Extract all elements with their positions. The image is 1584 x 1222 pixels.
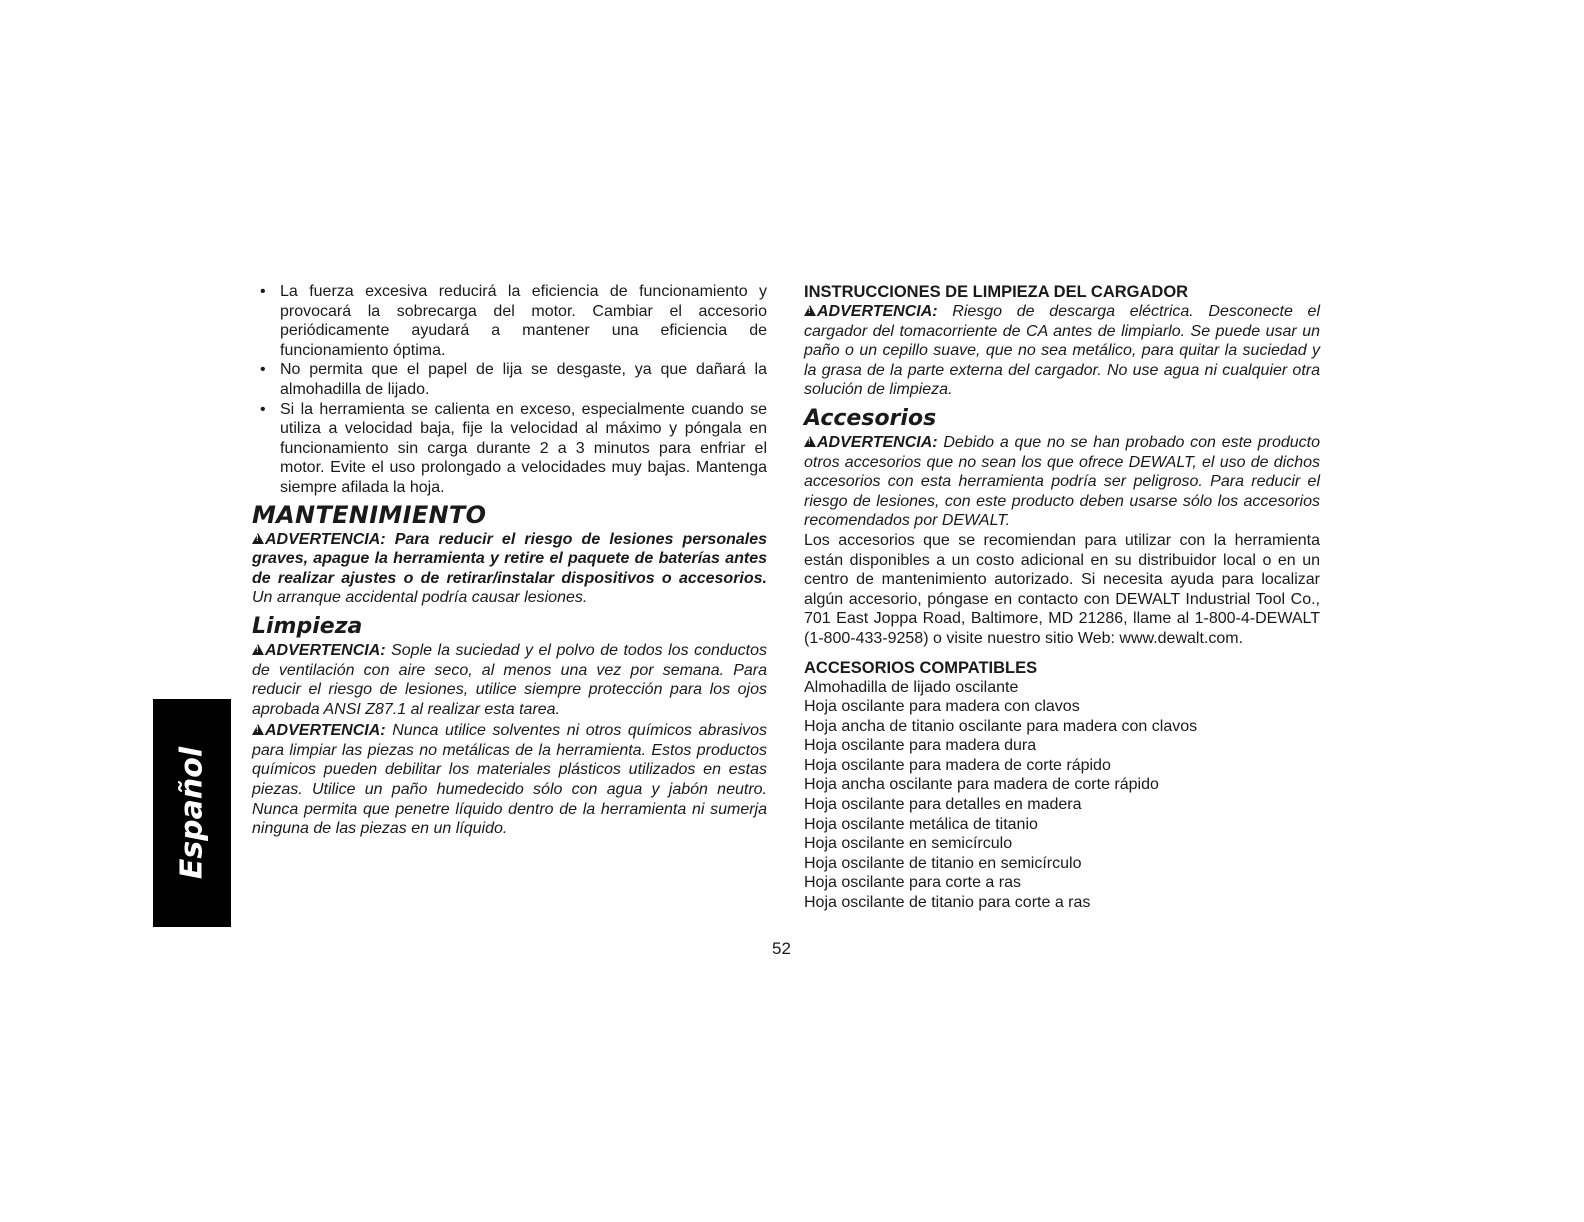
warning-icon [804,436,816,447]
compatible-accessories-heading: ACCESORIOS COMPATIBLES [804,658,1038,677]
maintenance-warning-bold: ADVERTENCIA: Para reducir el riesgo de lesiones personales graves, apague la herramienta y retire el paquete de baterías antes de realizar ajustes o de retirar/instalar dispositivos o accesorios. [252,530,767,587]
warning-tag: ADVERTENCIA: [817,303,938,320]
maintenance-heading: MANTENIMIENTO [252,500,487,529]
warning-icon [252,533,264,544]
page-number: 52 [772,939,791,958]
cleaning-warning-1-text: Sople la suciedad y el polvo de todos los conductos de ventilación con aire seco, al menos una vez por semana. Para reducir el riesgo de lesiones, utilice siempre protección para los ojos aprobada ANSI Z87.1 al realizar esta tarea. [252,641,767,718]
maintenance-warning [252,530,767,608]
list-item: • La fuerza excesiva reducirá la eficiencia de funcionamiento y provocará la sobrecarga del motor. Cambiar el accesorio periódicamente ayudará a mantener una eficiencia de funcionamiento óptima. [252,282,767,360]
cleaning-warning-2 [252,721,767,839]
compatible-accessories-list [804,678,1320,913]
list-item: Hoja oscilante metálica de titanio [804,815,1038,833]
warning-tag: ADVERTENCIA: [817,433,938,451]
language-tab-label: Español [174,746,210,880]
accessories-warning [804,433,1320,531]
charger-warning [804,302,1320,400]
list-item: Hoja oscilante de titanio en semicírculo [804,854,1082,872]
right-column [804,282,1320,913]
warning-icon [252,724,264,735]
accessories-body: Los accesorios que se recomiendan para utilizar con la herramienta están disponibles a un costo adicional en su distribuidor local o en un centro de mantenimiento autorizado. Si necesita ayuda para localizar algún accesorio, póngase en contacto con DEWALT Industrial Tool Co., 701 East Joppa Road, Baltimore, MD 21286, llame al 1-800-4-DEWALT (1-800-433-9258) o visite nuestro sitio Web: www.dewalt.com. [804,531,1320,647]
list-item: Hoja ancha de titanio oscilante para madera con clavos [804,717,1198,735]
list-item: • No permita que el papel de lija se desgaste, ya que dañará la almohadilla de lijado. [252,360,767,399]
list-item: Hoja oscilante para corte a ras [804,874,1021,892]
cleaning-warning-2-text: Nunca utilice solventes ni otros químicos abrasivos para limpiar las piezas no metálicas de la herramienta. Estos productos químicos pueden debilitar los materiales plásticos utilizados en estas piezas. Utilice un paño humedecido sólo con agua y jabón neutro. Nunca permita que penetre líquido dentro de la herramienta ni sumerja ninguna de las piezas en un líquido. [252,722,767,838]
cleaning-warning-1 [252,641,767,719]
list-item: Hoja oscilante de titanio para corte a ras [804,894,1091,912]
list-item: Hoja oscilante en semicírculo [804,835,1013,853]
list-item: • Si la herramienta se calienta en exceso, especialmente cuando se utiliza a velocidad baja, fije la velocidad al máximo y póngala en funcionamiento sin carga durante 2 a 3 minutos para enfriar el motor. Evite el uso prolongado a velocidades muy bajas. Mantenga siempre afilada la hoja. [252,400,767,498]
warning-icon [252,644,264,655]
list-item: Almohadilla de lijado oscilante [804,678,1019,696]
list-item: Hoja oscilante para madera de corte rápido [804,756,1111,774]
warning-tag: ADVERTENCIA: [265,641,386,659]
maintenance-warning-rest: Un arranque accidental podría causar lesiones. [252,589,588,607]
warning-tag: ADVERTENCIA: [265,722,386,740]
list-item: Hoja oscilante para madera dura [804,737,1037,755]
charger-warning-text: Riesgo de descarga eléctrica. Desconecte el cargador del tomacorriente de CA antes de limpiarlo. Se puede usar un paño o un cepillo suave, que no sea metálico, para quitar la suciedad y la grasa de la parte externa del cargador. No use agua ni cualquier otra solución de limpieza. [804,303,1320,399]
accessories-heading: Accesorios [804,405,937,431]
list-item: Hoja oscilante para madera con clavos [804,698,1080,716]
cleaning-heading: Limpieza [252,613,363,639]
warning-icon [804,305,816,316]
tips-list [252,282,767,498]
accessories-warning-text: Debido a que no se han probado con este producto otros accesorios que no sean los que ofrece DEWALT, el uso de dichos accesorios con esta herramienta podría ser peligroso. Para reducir el riesgo de lesiones, con este producto deben usarse sólo los accesorios recomendados por DEWALT. [804,433,1320,530]
list-item: Hoja oscilante para detalles en madera [804,796,1082,814]
list-item: Hoja ancha oscilante para madera de corte rápido [804,776,1159,794]
language-tab [153,699,231,927]
charger-cleaning-heading: INSTRUCCIONES DE LIMPIEZA DEL CARGADOR [804,283,1189,301]
left-column [252,282,767,839]
